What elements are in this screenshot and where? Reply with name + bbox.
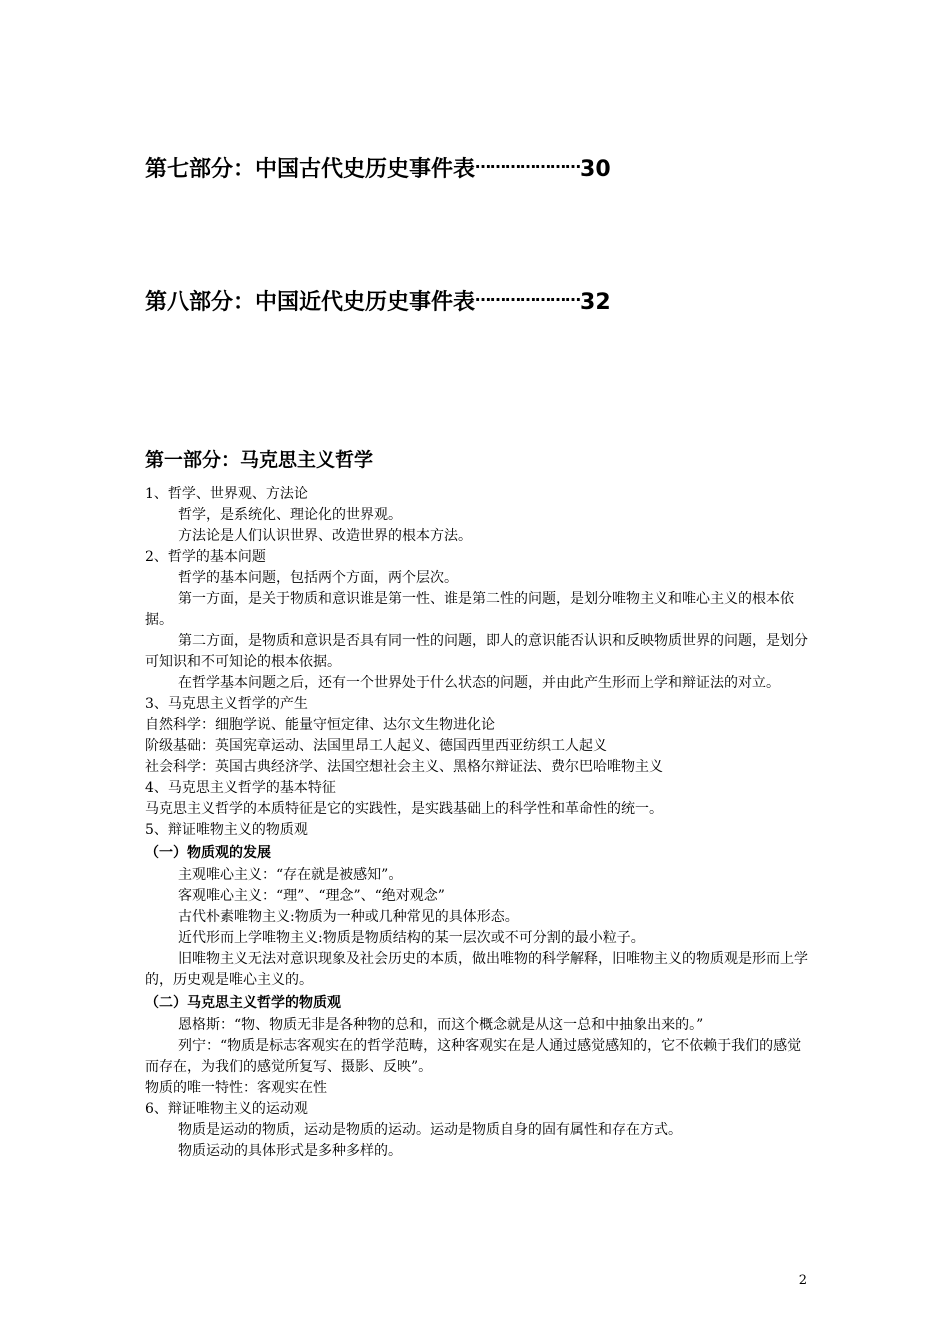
paragraph: 物质是运动的物质，运动是物质的运动。运动是物质自身的固有属性和存在方式。 bbox=[178, 1122, 682, 1138]
page-number: 2 bbox=[798, 1273, 807, 1288]
paragraph: 恩格斯：“物、物质无非是各种物的总和，而这个概念就是从这一总和中抽象出来的。” bbox=[178, 1017, 704, 1033]
paragraph: 物质的唯一特性：客观实在性 bbox=[145, 1080, 327, 1096]
paragraph: 社会科学：英国古典经济学、法国空想社会主义、黑格尔辩证法、费尔巴哈唯物主义 bbox=[145, 759, 663, 775]
section-heading: 第一部分：马克思主义哲学 bbox=[145, 449, 374, 471]
toc-entry-7 bbox=[145, 153, 611, 185]
paragraph: 马克思主义哲学的本质特征是它的实践性，是实践基础上的科学性和革命性的统一。 bbox=[145, 801, 663, 817]
toc-page-number: 30 bbox=[580, 157, 611, 182]
paragraph: 物质运动的具体形式是多种多样的。 bbox=[178, 1143, 402, 1159]
paragraph: 客观唯心主义：“理”、“理念”、“绝对观念” bbox=[178, 888, 445, 904]
paragraph: 方法论是人们认识世界、改造世界的根本方法。 bbox=[178, 528, 472, 544]
toc-page-number: 32 bbox=[580, 290, 611, 315]
paragraph: 哲学，是系统化、理论化的世界观。 bbox=[178, 507, 402, 523]
paragraph: 阶级基础：英国宪章运动、法国里昂工人起义、德国西里西亚纺织工人起义 bbox=[145, 738, 607, 754]
toc-leader-dots: ………………… bbox=[475, 153, 581, 172]
paragraph: 古代朴素唯物主义:物质为一种或几种常见的具体形态。 bbox=[178, 909, 519, 925]
paragraph: 哲学的基本问题，包括两个方面，两个层次。 bbox=[178, 570, 458, 586]
paragraph: 第一方面，是关于物质和意识谁是第一性、谁是第二性的问题，是划分唯物主义和唯心主义的根本依据。 bbox=[145, 591, 794, 628]
subheading: （一）物质观的发展 bbox=[145, 845, 271, 861]
paragraph: 6、辩证唯物主义的运动观 bbox=[145, 1101, 308, 1117]
paragraph: 4、马克思主义哲学的基本特征 bbox=[145, 780, 336, 796]
paragraph: 在哲学基本问题之后，还有一个世界处于什么状态的问题，并由此产生形而上学和辩证法的对立。 bbox=[178, 675, 780, 691]
paragraph: 自然科学：细胞学说、能量守恒定律、达尔文生物进化论 bbox=[145, 717, 495, 733]
toc-entry-8 bbox=[145, 286, 611, 318]
paragraph: 主观唯心主义：“存在就是被感知”。 bbox=[178, 867, 403, 883]
toc-title: 第七部分：中国古代史历史事件表 bbox=[145, 157, 476, 182]
paragraph: 3、马克思主义哲学的产生 bbox=[145, 696, 308, 712]
paragraph: 近代形而上学唯物主义:物质是物质结构的某一层次或不可分割的最小粒子。 bbox=[178, 930, 645, 946]
toc-title: 第八部分：中国近代史历史事件表 bbox=[145, 290, 476, 315]
body-text bbox=[145, 484, 813, 1162]
paragraph: 旧唯物主义无法对意识现象及社会历史的本质，做出唯物的科学解释，旧唯物主义的物质观是形而上学的，历史观是唯心主义的。 bbox=[145, 951, 808, 988]
paragraph: 第二方面，是物质和意识是否具有同一性的问题，即人的意识能否认识和反映物质世界的问题，是划分可知识和不可知论的根本依据。 bbox=[145, 633, 808, 670]
paragraph: 5、辩证唯物主义的物质观 bbox=[145, 822, 308, 838]
paragraph: 列宁：“物质是标志客观实在的哲学范畴，这种客观实在是人通过感觉感知的，它不依赖于我们的感觉而存在，为我们的感觉所复写、摄影、反映”。 bbox=[145, 1038, 802, 1075]
paragraph: 2、哲学的基本问题 bbox=[145, 549, 266, 565]
toc-leader-dots: ………………… bbox=[475, 286, 581, 305]
subheading: （二）马克思主义哲学的物质观 bbox=[145, 995, 341, 1011]
paragraph: 1、哲学、世界观、方法论 bbox=[145, 486, 308, 502]
